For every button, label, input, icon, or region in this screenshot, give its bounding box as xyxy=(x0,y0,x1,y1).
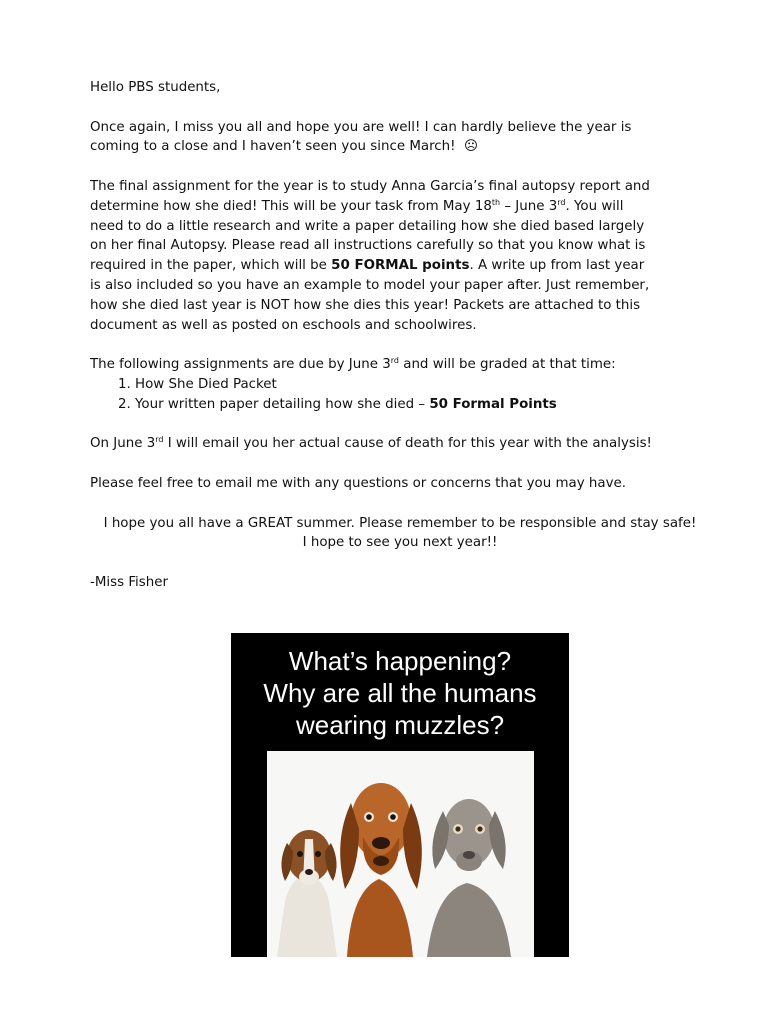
signature: -Miss Fisher xyxy=(90,574,168,590)
paragraph-assignment: The final assignment for the year is to study Anna Garcia’s final autopsy report and determine how she died! This will be your task from May 18th – June 3rd. You will need to do a little research and write a paper detailing how she died based largely on her final Autopsy. Please read all instructions carefully so that you know what is required in the paper, which will be 50 FORMAL points. A write up from last year is also included so you have an example to model your paper after. Just remember, how she died last year is NOT how she dies this year! Packets are attached to this document as well as posted on eschools and schoolwires. xyxy=(90,178,650,333)
points-emphasis: 50 FORMAL points xyxy=(331,258,470,274)
list-item: 2. Your written paper detailing how she died – 50 Formal Points xyxy=(135,395,710,415)
paragraph-questions: Please feel free to email me with any questions or concerns that you may have. xyxy=(90,475,627,491)
due-intro: The following assignments are due by June 3rd and will be graded at that time: xyxy=(90,356,616,373)
meme-caption: What’s happening? Why are all the humans wearing muzzles? xyxy=(263,646,537,740)
paragraph-email-analysis: On June 3rd I will email you her actual cause of death for this year with the analysis! xyxy=(90,435,652,452)
frown-icon: ☹ xyxy=(464,139,479,155)
three-dogs-photo xyxy=(267,751,534,957)
list-item: 1. How She Died Packet xyxy=(135,375,710,395)
letter-body xyxy=(90,78,710,593)
dogs-illustration xyxy=(267,751,534,957)
due-assignments xyxy=(90,355,710,414)
assignment-list xyxy=(90,375,710,415)
closing: I hope you all have a GREAT summer. Please remember to be responsible and stay safe! I hope to see you next year!! xyxy=(103,515,697,551)
greeting: Hello PBS students, xyxy=(90,80,221,95)
meme-image xyxy=(231,633,569,957)
paragraph-miss-you: Once again, I miss you all and hope you are well! I can hardly believe the year is coming to a close and I haven’t seen you since March! ☹ xyxy=(90,119,632,155)
